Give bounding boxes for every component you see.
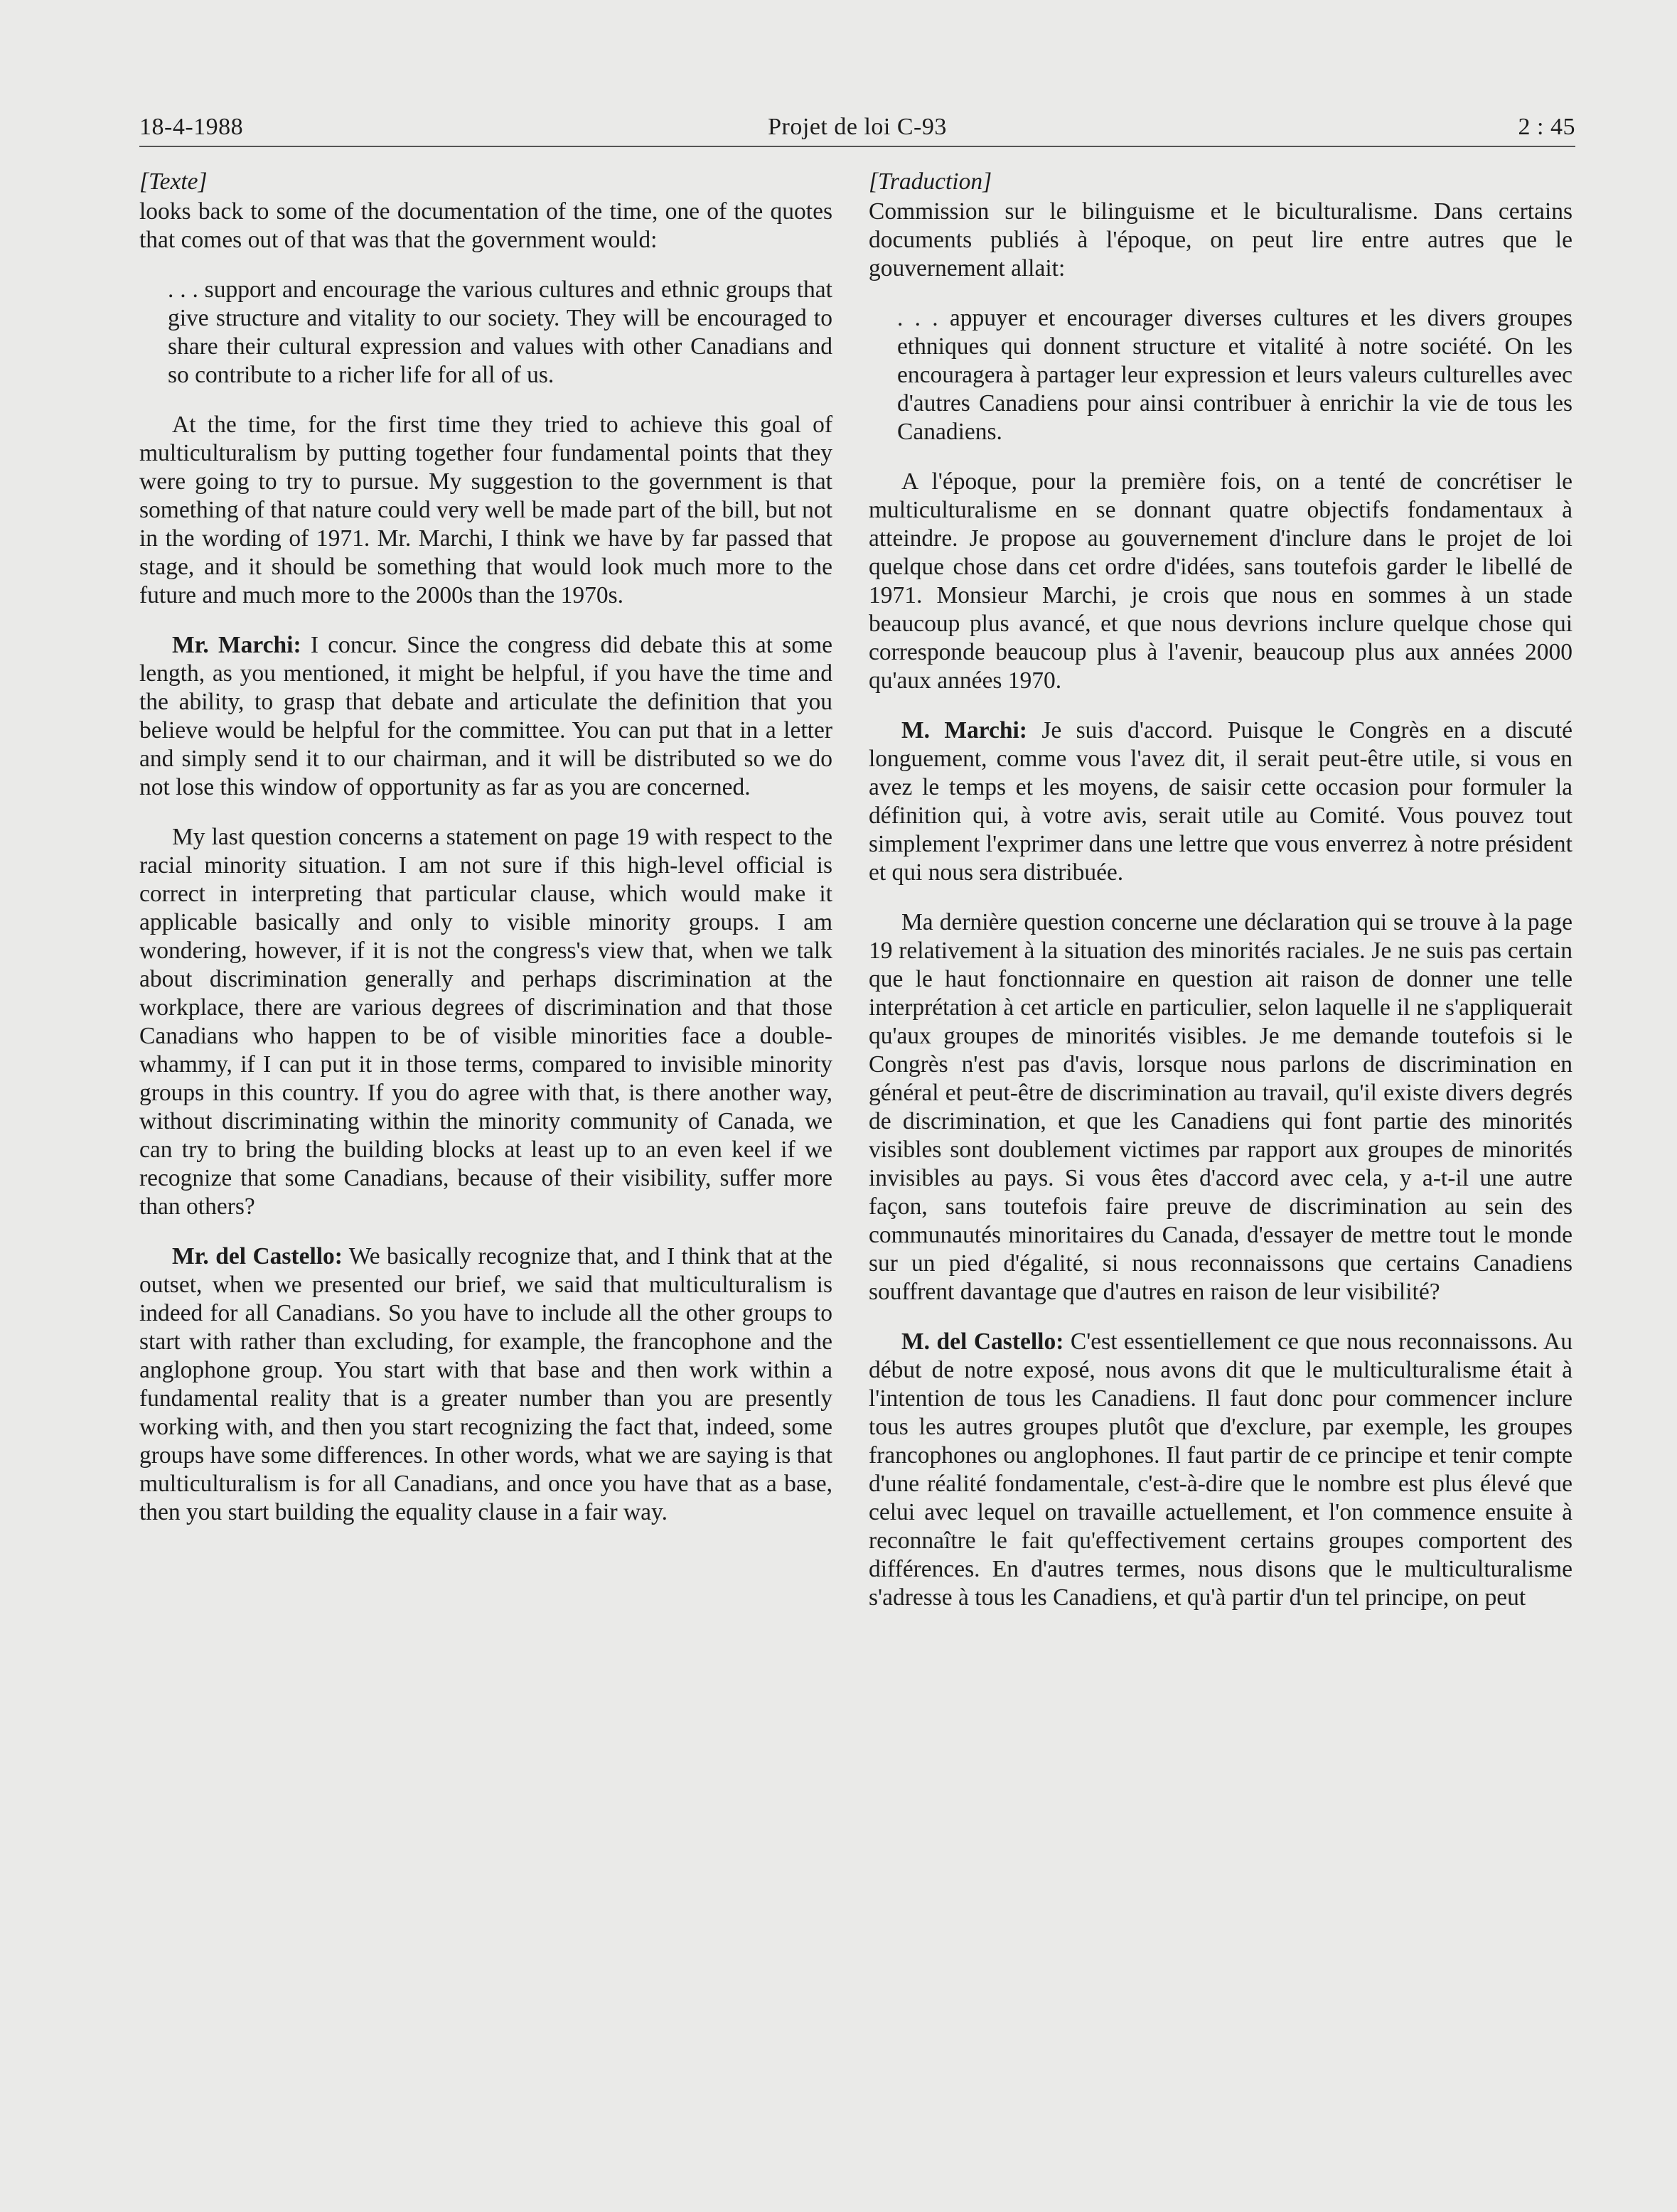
speaker-name: M. Marchi: xyxy=(901,717,1027,743)
paragraph-multiculturalism-goal: At the time, for the first time they tried to achieve this goal of multiculturalism by putting together four fundamental points that they were going to try to pursue. My suggestion to the government is that something of that nature could very well be made part of the bill, but not in the wording of 1971. Mr. Marchi, I think we have by far passed that stage, and it should be something that would look much more to the future and much more to the 2000s than the 1970s. xyxy=(139,412,832,608)
paragraph-intro: looks back to some of the documentation of the time, one of the quotes that comes out of that was that the government would: xyxy=(139,198,832,253)
paragraph-last-question: My last question concerns a statement on page 19 with respect to the racial minority situation. I am not sure if this high-level official is correct in interpreting that particular clause, which would make it applicable basically and only to visible minority groups. I am wondering, however, if it is not the congress's view that, when we talk about discrimination generally and perhaps discrimination at the workplace, there are various degrees of discrimination and that those Canadians who happen to be of visible minorities face a double-whammy, if I can put it in those terms, compared to invisible minority groups in this country. If you do agree with that, is there another way, without discriminating within the minority community of Canada, we can try to bring the building blocks at least up to an even keel if we recognize that some Canadians, because of their visibility, suffer more than others? xyxy=(139,824,832,1220)
paragraph-del-castello xyxy=(139,1242,832,1527)
paragraph-multiculturalism-goal: A l'époque, pour la première fois, on a tenté de concrétiser le multiculturalisme en se donnant quatre objectifs fondamentaux à atteindre. Je propose au gouvernement d'inclure dans le projet de loi quelque chose dans cet ordre d'idées, sans toutefois garder le libellé de 1971. Monsieur Marchi, je crois que nous en sommes à un stade beaucoup plus avancé, et que nous devrions inclure quelque chose qui corresponde beaucoup plus à l'avenir, beaucoup plus aux années 2000 qu'aux années 1970. xyxy=(869,468,1572,694)
header-title: Projet de loi C-93 xyxy=(768,114,947,140)
paragraph-marchi xyxy=(139,631,832,802)
translation-tag: [Traduction] xyxy=(869,168,992,195)
header-page-number: 2 : 45 xyxy=(1518,114,1575,140)
speech-text: I concur. Since the congress did debate this at some length, as you mentioned, it might be helpful, if you have the time and the ability, to grasp that debate and articulate the definition that you believe would be helpful for the committee. You can put that in a letter and simply send it to our chairman, and it will be distributed so we do not lose this window of opportunity as far as you are concerned. xyxy=(139,632,832,800)
paragraph-marchi xyxy=(869,716,1572,887)
english-column xyxy=(139,168,832,1548)
header-divider xyxy=(139,146,1575,147)
french-column xyxy=(869,168,1572,1633)
paragraph-last-question: Ma dernière question concerne une déclaration qui se trouve à la page 19 relativement à la situation des minorités raciales. Je ne suis pas certain que le haut fonctionnaire en question ait raison de donner une telle interprétation à cet article en particulier, selon laquelle il ne s'appliquerait qu'aux groupes de minorités visibles. Je me demande toutefois si le Congrès n'est pas d'avis, lorsque nous parlons de discrimination en général et peut-être de discrimination au travail, qu'il existe divers degrés de discrimination, et que les Canadiens qui font partie des minorités visibles sont doublement victimes par rapport aux groupes de minorités invisibles au pays. Si vous êtes d'accord avec cela, y a-t-il une autre façon, sans toutefois faire preuve de discrimination au sein des communautés minoritaires du Canada, d'essayer de mettre tout le monde sur un pied d'égalité, si nous reconnaissons que certains Canadiens souffrent davantage que d'autres en raison de leur visibilité? xyxy=(869,909,1572,1305)
page-header xyxy=(139,114,1575,149)
speech-text: Je suis d'accord. Puisque le Congrès en a discuté longuement, comme vous l'avez dit, il serait peut-être utile, si vous en avez le temps et les moyens, de saisir cette occasion pour formuler la définition qui, à votre avis, serait utile au Comité. Vous pouvez tout simplement l'exprimer dans une lettre que vous enverrez à notre président et qui nous sera distribuée. xyxy=(869,717,1573,886)
speaker-name: M. del Castello: xyxy=(901,1328,1064,1355)
text-tag: [Texte] xyxy=(139,168,208,195)
block-quote: . . . support and encourage the various cultures and ethnic groups that give structure and vitality to our society. They will be encouraged to share their cultural expression and values with other Canadians and so contribute to a richer life for all of us. xyxy=(168,276,832,388)
speaker-name: Mr. Marchi: xyxy=(172,632,301,658)
header-date: 18-4-1988 xyxy=(139,114,244,140)
speaker-name: Mr. del Castello: xyxy=(172,1243,343,1269)
speech-text: We basically recognize that, and I think that at the outset, when we presented our brief, we said that multiculturalism is indeed for all Canadians. So you have to include all the other groups to start with rather than excluding, for example, the francophone and the anglophone group. You start with that base and then work within a fundamental reality that is a greater number than you are presently working with, and then you start recognizing the fact that, indeed, some groups have some differences. In other words, what we are saying is that multiculturalism is for all Canadians, and once you have that as a base, then you start building the equality clause in a fair way. xyxy=(139,1243,832,1525)
paragraph-del-castello xyxy=(869,1328,1572,1612)
block-quote: . . . appuyer et encourager diverses cultures et les divers groupes ethniques qui donnent structure et vitalité à notre société. On les encouragera à partager leur expression et leurs valeurs culturelles avec d'autres Canadiens pour ainsi contribuer à enrichir la vie de tous les Canadiens. xyxy=(897,305,1572,445)
speech-text: C'est essentiellement ce que nous reconnaissons. Au début de notre exposé, nous avons dit que le multiculturalisme était à l'intention de tous les Canadiens. Il faut donc pour commencer inclure tous les autres groupes plutôt que d'exclure, par exemple, les groupes francophones ou anglophones. Il faut partir de ce principe et tenir compte d'une réalité fondamentale, c'est-à-dire que le nombre est plus élevé que celui avec lequel on travaille actuellement, et l'on commence ensuite à reconnaître le fait qu'effectivement certains groupes comportent des différences. En d'autres termes, nous disons que le multiculturalisme s'adresse à tous les Canadiens, et qu'à partir d'un tel principe, on peut xyxy=(869,1328,1572,1611)
paragraph-intro: Commission sur le bilinguisme et le biculturalisme. Dans certains documents publiés à l'époque, on peut lire entre autres que le gouvernement allait: xyxy=(869,198,1572,281)
